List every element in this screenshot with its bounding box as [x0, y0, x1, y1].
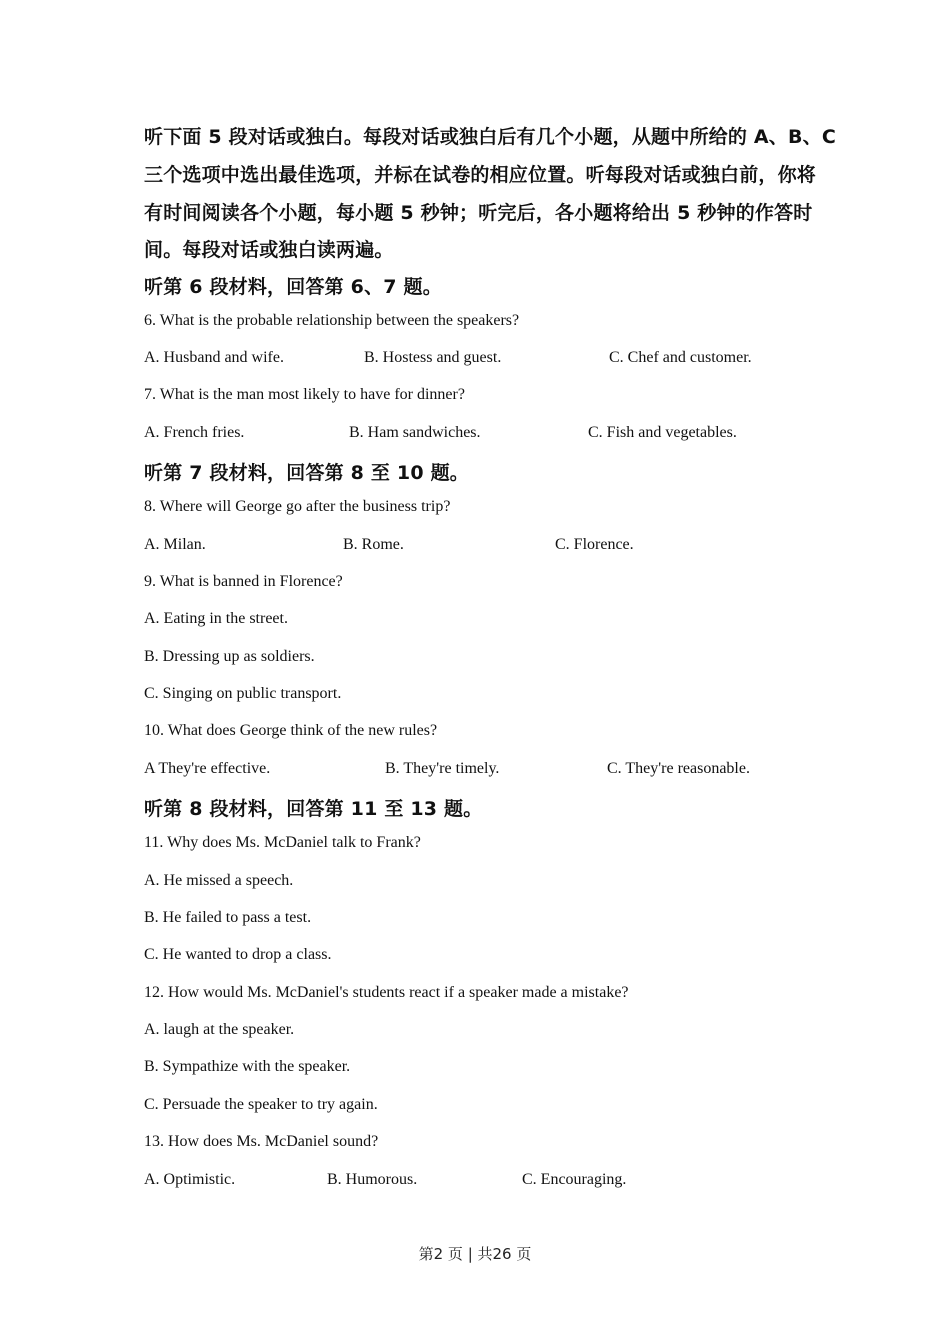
instructions-line-3: 有时间阅读各个小题，每小题 5 秒钟；听完后，各小题将给出 5 秒钟的作答时 — [144, 202, 813, 224]
question-8-option-a: A. Milan. — [144, 536, 206, 553]
question-7-stem: 7. What is the man most likely to have for dinner? — [144, 386, 465, 403]
question-9-stem: 9. What is banned in Florence? — [144, 573, 343, 590]
question-9-option-a: A. Eating in the street. — [144, 610, 288, 627]
question-9-option-b: B. Dressing up as soldiers. — [144, 648, 315, 665]
question-11-option-b: B. He failed to pass a test. — [144, 909, 312, 926]
question-12-option-b: B. Sympathize with the speaker. — [144, 1058, 351, 1075]
question-7-option-b: B. Ham sandwiches. — [349, 424, 481, 441]
question-13-option-c: C. Encouraging. — [522, 1171, 627, 1188]
question-11-option-c: C. He wanted to drop a class. — [144, 946, 332, 963]
question-8-option-c: C. Florence. — [555, 536, 634, 553]
question-6-option-c: C. Chef and customer. — [609, 349, 752, 366]
question-13-stem: 13. How does Ms. McDaniel sound? — [144, 1133, 379, 1150]
question-12-option-a: A. laugh at the speaker. — [144, 1021, 295, 1038]
question-11-option-a: A. He missed a speech. — [144, 872, 294, 889]
question-13-option-a: A. Optimistic. — [144, 1171, 236, 1188]
instructions-line-1: 听下面 5 段对话或独白。每段对话或独白后有几个小题，从题中所给的 A、B、C — [144, 126, 836, 148]
question-8-stem: 8. Where will George go after the business trip? — [144, 498, 451, 515]
question-6-stem: 6. What is the probable relationship between the speakers? — [144, 312, 520, 329]
question-13-option-b: B. Humorous. — [327, 1171, 418, 1188]
page-footer: 第2 页 | 共26 页 — [418, 1245, 532, 1263]
question-10-option-a: A They're effective. — [144, 760, 271, 777]
instructions-line-2: 三个选项中选出最佳选项，并标在试卷的相应位置。听每段对话或独白前，你将 — [144, 164, 817, 186]
question-11-stem: 11. Why does Ms. McDaniel talk to Frank? — [144, 834, 421, 851]
question-12-option-c: C. Persuade the speaker to try again. — [144, 1096, 378, 1113]
question-6-option-a: A. Husband and wife. — [144, 349, 284, 366]
question-8-option-b: B. Rome. — [343, 536, 404, 553]
question-7-option-c: C. Fish and vegetables. — [588, 424, 737, 441]
question-7-option-a: A. French fries. — [144, 424, 245, 441]
question-10-option-b: B. They're timely. — [385, 760, 500, 777]
question-9-option-c: C. Singing on public transport. — [144, 685, 342, 702]
section-6-heading: 听第 6 段材料，回答第 6、7 题。 — [144, 276, 442, 298]
question-10-stem: 10. What does George think of the new rules? — [144, 722, 438, 739]
instructions-line-4: 间。每段对话或独白读两遍。 — [144, 239, 394, 261]
section-8-heading: 听第 8 段材料，回答第 11 至 13 题。 — [144, 798, 483, 820]
question-10-option-c: C. They're reasonable. — [607, 760, 750, 777]
section-7-heading: 听第 7 段材料，回答第 8 至 10 题。 — [144, 462, 469, 484]
question-6-option-b: B. Hostess and guest. — [364, 349, 502, 366]
question-12-stem: 12. How would Ms. McDaniel's students react if a speaker made a mistake? — [144, 984, 629, 1001]
